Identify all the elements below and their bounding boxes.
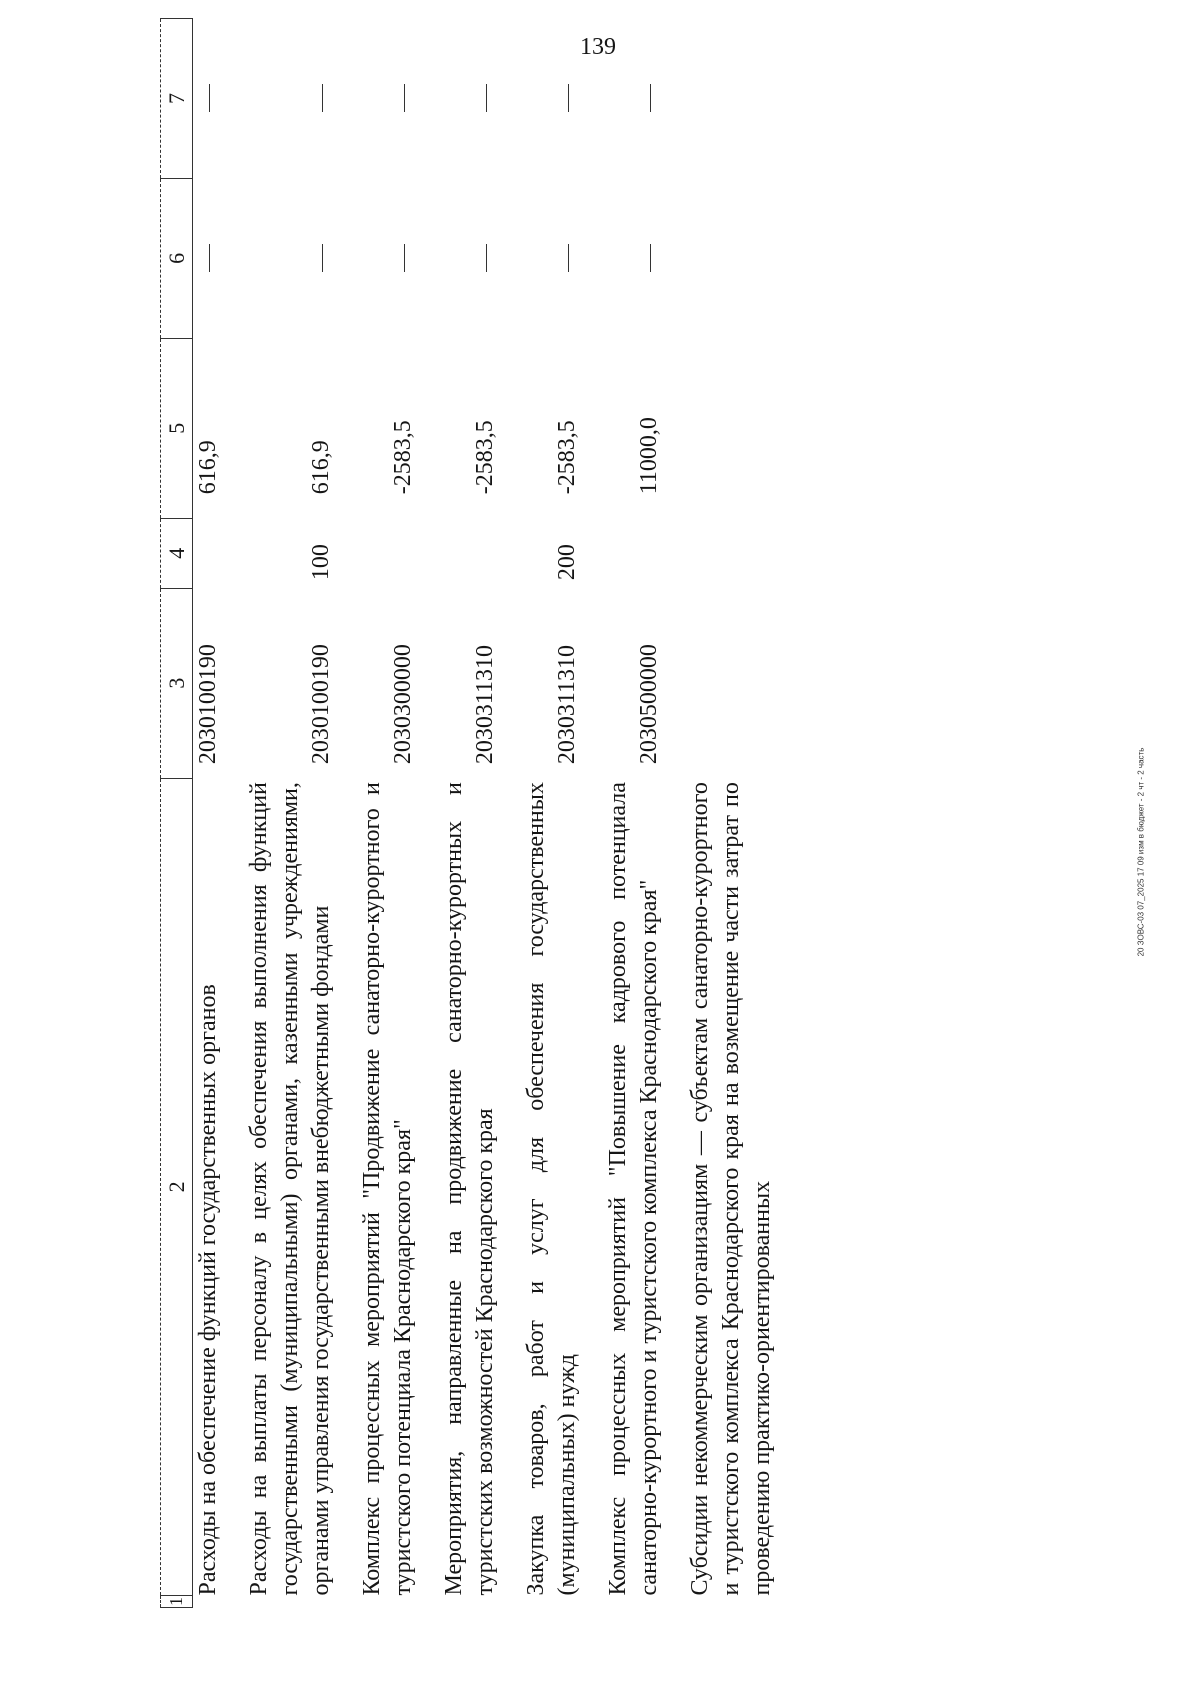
budget-table [160,18,798,1608]
table-row [685,19,798,1608]
row-name: Субсидии некоммерческим организациям — субъектам санаторно-курортного и туристского комплекса Краснодарского края на возмещение части затрат по проведению практико-ориентированных [687,782,775,1596]
row-col6-dash [244,178,357,338]
row-target-code: 2030311310 [472,645,498,765]
row-expense-type [193,518,245,588]
row-name: Комплекс процессных мероприятий "Повышение кадрового потенциала санаторно-курортного и туристского комплекса Краснодарского края" [605,782,662,1596]
row-col7-empty [685,19,798,179]
header-col-7: 7 [161,19,193,179]
budget-table-container [160,18,1010,1608]
row-col6-dash [603,178,685,338]
row-expense-type [603,518,685,588]
header-col-3: 3 [161,588,193,778]
row-target-code: 2030300000 [390,644,416,765]
row-name: Закупка товаров, работ и услуг для обеспечения государственных (муниципальных) нужд [523,782,580,1596]
page-number: 139 [580,34,616,60]
row-name: Расходы на обеспечение функций государственных органов [195,984,221,1596]
table-row [357,19,439,1608]
table-row [244,19,357,1608]
header-col-5: 5 [161,338,193,518]
row-col6-dash [439,178,521,338]
row-col7-dash [439,19,521,179]
table-header-row [161,19,193,1608]
row-expense-type: 100 [308,544,334,581]
header-col-6: 6 [161,178,193,338]
row-expense-type: 200 [554,544,580,581]
row-amount: 616,9 [195,440,221,495]
row-target-code: 2030500000 [636,644,662,765]
row-expense-type [357,518,439,588]
row-target-code: 2030100190 [308,644,334,765]
row-col7-dash [244,19,357,179]
row-target-code: 2030311310 [554,645,580,765]
row-name: Расходы на выплаты персоналу в целях обеспечения выполнения функций государственными (муниципальными) органами, казенными учреждениями, органами управления государственными внебюджетными фондами [246,782,334,1596]
row-col6-dash [521,178,603,338]
footer-code-text: 20 ЗОВС-03 07_2025 17 09 изм в бюджет - 2 чт - 2 часть [1136,747,1146,957]
table-row [193,19,245,1608]
row-amount: -2583,5 [554,420,580,495]
row-col7-dash [521,19,603,179]
row-col6-dash [357,178,439,338]
row-target-code [685,588,798,778]
row-name: Мероприятия, направленные на продвижение санаторно-курортных и туристских возможностей Краснодарского края [441,782,498,1596]
table-row [439,19,521,1608]
row-amount: 616,9 [308,440,334,495]
row-col7-dash [603,19,685,179]
row-name: Комплекс процессных мероприятий "Продвижение санаторно-курортного и туристского потенциала Краснодарского края" [359,782,416,1596]
table-row [521,19,603,1608]
table-row [603,19,685,1608]
row-col7-dash [357,19,439,179]
header-col-4: 4 [161,518,193,588]
header-col-2: 2 [161,778,193,1595]
row-col6-dash [193,178,245,338]
row-expense-type [439,518,521,588]
row-expense-type [685,518,798,588]
row-amount: 11000,0 [636,417,662,495]
header-col-1: 1 [161,1596,193,1608]
row-amount [685,338,798,518]
row-target-code: 2030100190 [195,644,221,765]
row-col7-dash [193,19,245,179]
row-amount: -2583,5 [472,420,498,495]
row-amount: -2583,5 [390,420,416,495]
row-col6-empty [685,178,798,338]
